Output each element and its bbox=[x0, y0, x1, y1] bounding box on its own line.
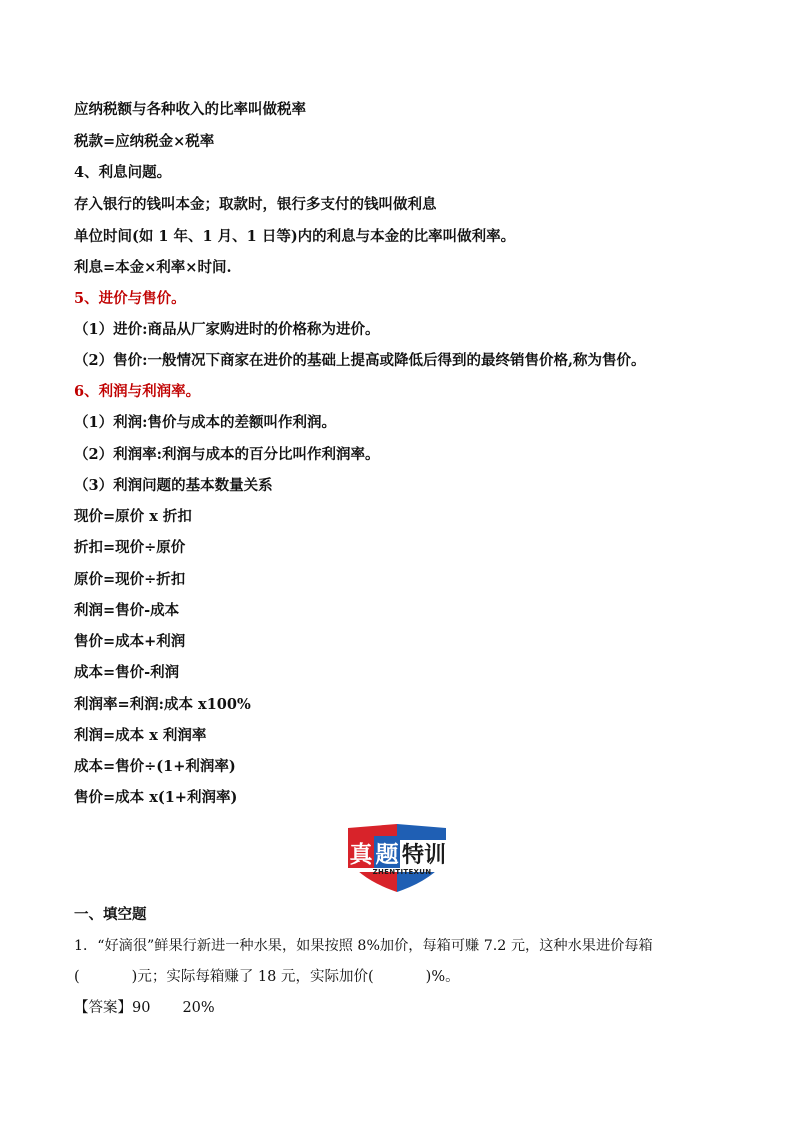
heading-profit: 6、利润与利润率。 bbox=[74, 383, 201, 400]
text-line: （3）利润问题的基本数量关系 bbox=[74, 477, 273, 494]
text-line: 单位时间(如 1 年、1 月、1 日等)内的利息与本金的比率叫做利率。 bbox=[74, 228, 516, 245]
answer-value-1: 90 bbox=[132, 1000, 151, 1016]
formula-line: 成本=售价-利润 bbox=[74, 664, 180, 681]
logo-char-2: 题 bbox=[375, 842, 399, 868]
answer-line bbox=[74, 998, 215, 1018]
paren-open: ( bbox=[74, 969, 80, 985]
logo-text: 特训 bbox=[401, 843, 447, 868]
question-1-middle: )元；实际每箱赚了 18 元，实际加价( bbox=[131, 969, 374, 985]
formula-line: 利润=售价-成本 bbox=[74, 602, 180, 619]
formula-line: 利润率=利润:成本 x100% bbox=[74, 696, 251, 713]
formula-line: 成本=售价÷(1+利润率) bbox=[74, 758, 236, 775]
text-line: （2）售价:一般情况下商家在进价的基础上提高或降低后得到的最终销售价格,称为售价。 bbox=[74, 352, 646, 369]
text-line: 应纳税额与各种收入的比率叫做税率 bbox=[74, 101, 306, 118]
logo-subtitle: ZHENTITEXUN bbox=[372, 868, 432, 876]
text-line: 利息=本金×利率×时间. bbox=[74, 259, 232, 276]
section-heading: 一、填空题 bbox=[74, 906, 147, 923]
heading-interest: 4、利息问题。 bbox=[74, 164, 172, 181]
text-line: 存入银行的钱叫本金；取款时，银行多支付的钱叫做利息 bbox=[74, 196, 437, 213]
formula-line: 售价=成本 x(1+利润率) bbox=[74, 789, 238, 806]
formula-line: 现价=原价 x 折扣 bbox=[74, 508, 192, 525]
question-1-end: )%。 bbox=[425, 969, 460, 985]
text-line: （1）进价:商品从厂家购进时的价格称为进价。 bbox=[74, 321, 380, 338]
formula-line: 原价=现价÷折扣 bbox=[74, 571, 186, 588]
text-line: 税款=应纳税金×税率 bbox=[74, 133, 215, 150]
logo-char-1: 真 bbox=[349, 842, 373, 868]
question-1-continued bbox=[74, 967, 460, 987]
question-1-text: 1．“好滴很”鲜果行新进一种水果，如果按照 8%加价，每箱可赚 7.2 元，这种水果进价每箱 bbox=[74, 938, 653, 954]
formula-line: 折扣=现价÷原价 bbox=[74, 539, 186, 556]
formula-line: 利润=成本 x 利润率 bbox=[74, 727, 207, 744]
text-line: （1）利润:售价与成本的差额叫作利润。 bbox=[74, 414, 336, 431]
answer-value-2: 20% bbox=[182, 1000, 215, 1016]
answer-label: 【答案】 bbox=[74, 1000, 132, 1016]
text-line: （2）利润率:利润与成本的百分比叫作利润率。 bbox=[74, 446, 380, 463]
zhenti-texun-logo bbox=[344, 822, 450, 894]
formula-line: 售价=成本+利润 bbox=[74, 633, 186, 650]
heading-purchase-sale-price: 5、进价与售价。 bbox=[74, 290, 186, 307]
